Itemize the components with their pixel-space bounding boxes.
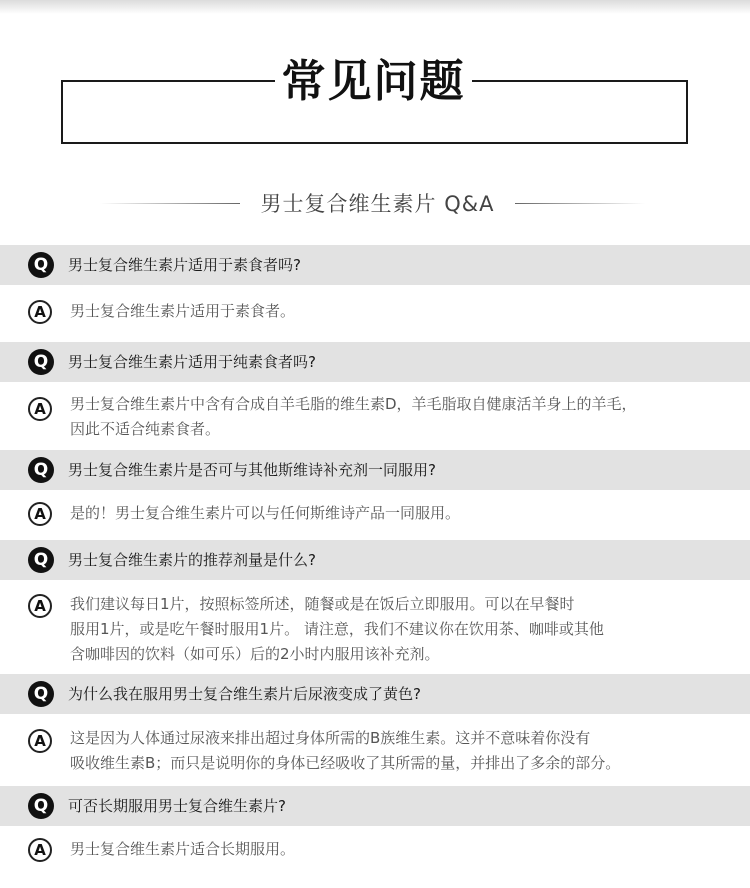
answer-line: 男士复合维生素片适用于素食者。 <box>70 302 296 320</box>
answer-line: 吸收维生素B；而只是说明你的身体已经吸收了其所需的量，并排出了多余的部分。 <box>70 754 621 772</box>
answer-row <box>0 490 750 538</box>
subtitle: 男士复合维生素片 Q&A <box>260 192 495 216</box>
answer-text <box>70 837 744 862</box>
answer-line: 是的！男士复合维生素片可以与任何斯维诗产品一同服用。 <box>70 504 461 522</box>
answer-text <box>70 299 744 324</box>
question-row <box>0 342 750 382</box>
question-icon: Q <box>28 252 54 278</box>
subtitle-divider-left <box>100 203 240 204</box>
question-text: 可否长期服用男士复合维生素片? <box>68 797 286 815</box>
question-text: 男士复合维生素片适用于纯素食者吗? <box>68 353 316 371</box>
question-text: 男士复合维生素片是否可与其他斯维诗补充剂一同服用? <box>68 461 436 479</box>
question-text: 为什么我在服用男士复合维生素片后尿液变成了黄色? <box>68 685 421 703</box>
answer-line: 这是因为人体通过尿液来排出超过身体所需的B族维生素。这并不意味着你没有 <box>70 729 591 747</box>
question-row <box>0 540 750 580</box>
question-icon: Q <box>28 793 54 819</box>
answer-text <box>70 726 744 776</box>
subtitle-divider-right <box>515 203 645 204</box>
question-row <box>0 450 750 490</box>
answer-icon: A <box>28 594 52 618</box>
question-icon: Q <box>28 349 54 375</box>
answer-line: 男士复合维生素片中含有合成自羊毛脂的维生素D，羊毛脂取自健康活羊身上的羊毛， <box>70 395 637 413</box>
answer-row <box>0 580 750 674</box>
question-icon: Q <box>28 681 54 707</box>
answer-icon: A <box>28 838 52 862</box>
answer-icon: A <box>28 300 52 324</box>
answer-line: 服用1片，或是吃午餐时服用1片。 请注意，我们不建议你在饮用茶、咖啡或其他 <box>70 620 604 638</box>
title-line-right <box>472 80 688 82</box>
answer-row <box>0 826 750 888</box>
answer-row <box>0 285 750 339</box>
answer-line: 男士复合维生素片适合长期服用。 <box>70 840 296 858</box>
answer-line: 我们建议每日1片，按照标签所述，随餐或是在饭后立即服用。可以在早餐时 <box>70 595 575 613</box>
question-row <box>0 786 750 826</box>
answer-row <box>0 382 750 450</box>
faq-item <box>0 450 750 538</box>
answer-icon: A <box>28 502 52 526</box>
subtitle-row <box>0 186 750 222</box>
answer-icon: A <box>28 729 52 753</box>
top-shade <box>0 0 750 14</box>
faq-item <box>0 674 750 786</box>
answer-icon: A <box>28 397 52 421</box>
question-row <box>0 674 750 714</box>
faq-item <box>0 786 750 888</box>
page-title: 常见问题 <box>281 56 466 107</box>
question-icon: Q <box>28 457 54 483</box>
question-icon: Q <box>28 547 54 573</box>
question-text: 男士复合维生素片的推荐剂量是什么? <box>68 551 316 569</box>
answer-text <box>70 592 744 667</box>
answer-row <box>0 714 750 786</box>
answer-line: 含咖啡因的饮料（如可乐）后的2小时内服用该补充剂。 <box>70 645 440 663</box>
faq-item <box>0 245 750 339</box>
faq-item <box>0 342 750 450</box>
faq-item <box>0 540 750 674</box>
question-row <box>0 245 750 285</box>
title-line-left <box>61 80 275 82</box>
question-text: 男士复合维生素片适用于素食者吗? <box>68 256 301 274</box>
answer-line: 因此不适合纯素食者。 <box>70 420 221 438</box>
answer-text <box>70 501 744 526</box>
answer-text <box>70 392 744 442</box>
